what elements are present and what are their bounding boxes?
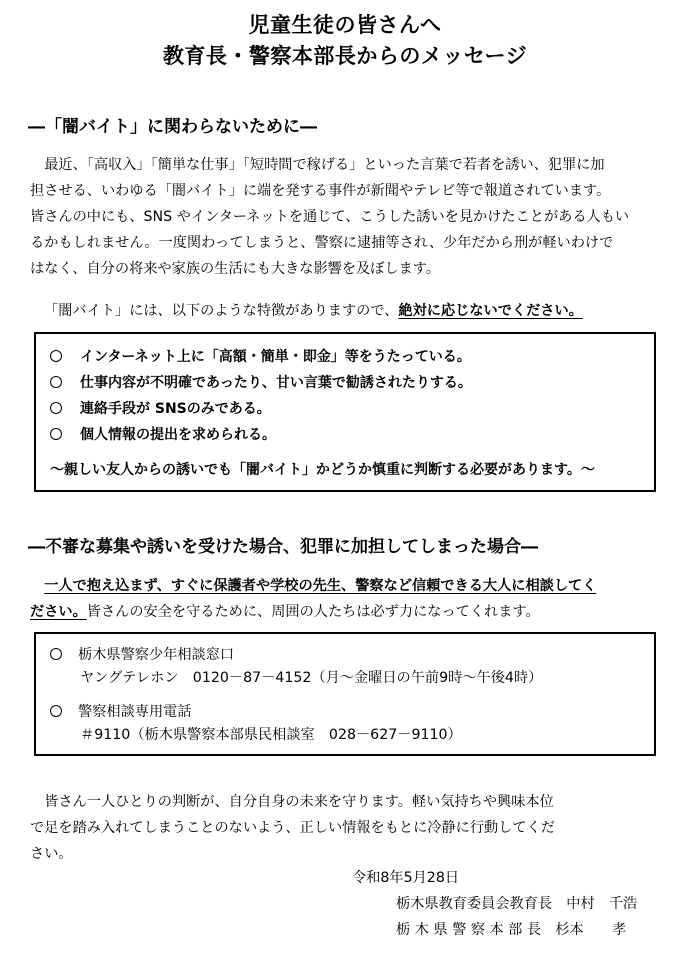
contact-name: 栃木県警察少年相談窓口 [78, 647, 235, 663]
paragraph-line: 皆さん一人ひとりの判断が、自分自身の未来を守ります。軽い気持ちや興味本位 [30, 794, 554, 810]
contact-item [50, 701, 462, 747]
page-title: 児童生徒の皆さんへ [248, 13, 442, 37]
box-note: ～親しい友人からの誘いでも「闇バイト」かどうか慎重に判断する必要があります。～ [50, 462, 595, 478]
consult-emphasis: 一人で抱え込まず、すぐに保護者や学校の先生、警察など信頼できる大人に相談してく [44, 578, 597, 594]
warning-emphasis: 絶対に応じないでください。 [398, 303, 583, 319]
page-subtitle: 教育長・警察本部長からのメッセージ [162, 44, 528, 68]
feature-item: 連絡手段が SNSのみである。 [50, 398, 271, 420]
contact-name: 警察相談専用電話 [78, 704, 192, 720]
circle-bullet-icon [50, 376, 62, 388]
paragraph-line: で足を踏み入れてしまうことのないよう、正しい情報をもとに冷静に行動してくだ [30, 820, 555, 836]
circle-bullet-icon [50, 428, 62, 440]
circle-bullet-icon [50, 648, 62, 660]
issue-date: 令和8年5月28日 [352, 870, 460, 886]
paragraph-line: 最近、「高収入」「簡単な仕事」「短時間で稼げる」といった言葉で若者を誘い、犯罪に加 [30, 157, 605, 173]
signer-police: 栃 木 県 警 察 本 部 長 杉本 孝 [396, 922, 627, 938]
paragraph-line: はなく、自分の将来や家族の生活にも大きな影響を及ぼします。 [30, 261, 441, 277]
closing-paragraph [30, 789, 670, 867]
paragraph-line: さい。 [30, 846, 73, 862]
paragraph-line: 皆さんの中にも、SNS やインターネットを通じて、こうした誘いを見かけたことがある人もい [30, 209, 630, 225]
warning-prefix: 「闇バイト」には、以下のような特徴がありますので、 [44, 303, 399, 319]
paragraph-line: るかもしれません。一度関わってしまうと、警察に逮捕等され、少年だから刑が軽いわけで [30, 235, 614, 251]
signer-education: 栃木県教育委員会教育長 中村 千浩 [396, 896, 638, 912]
features-box [34, 332, 656, 492]
feature-item: 仕事内容が不明確であったり、甘い言葉で勧誘されたりする。 [50, 372, 472, 394]
warning-line [44, 298, 684, 324]
feature-item: インターネット上に「高額・簡単・即金」等をうたっている。 [50, 346, 471, 368]
section1-paragraph [30, 152, 670, 282]
paragraph-line: 担させる、いわゆる「闇バイト」に端を発する事件が新聞やテレビ等で報道されています。 [30, 183, 611, 199]
contact-detail: ヤングテレホン 0120－87－4152（月～金曜日の午前9時～午後4時） [80, 670, 543, 686]
circle-bullet-icon [50, 350, 62, 362]
consult-rest: 皆さんの安全を守るために、周囲の人たちは必ず力になってくれます。 [86, 604, 540, 620]
contact-item [50, 644, 542, 690]
circle-bullet-icon [50, 705, 62, 717]
contacts-box [34, 632, 656, 756]
circle-bullet-icon [50, 402, 62, 414]
feature-item: 個人情報の提出を求められる。 [50, 424, 276, 446]
section2-heading: ―不審な募集や誘いを受けた場合、犯罪に加担してしまった場合― [28, 537, 538, 557]
section1-heading: ―「闇バイト」に関わらないために― [28, 117, 317, 137]
consult-emphasis-end: ださい。 [30, 604, 87, 620]
section2-paragraph [30, 573, 670, 625]
contact-detail: ＃9110（栃木県警察本部県民相談室 028－627－9110） [80, 727, 462, 743]
